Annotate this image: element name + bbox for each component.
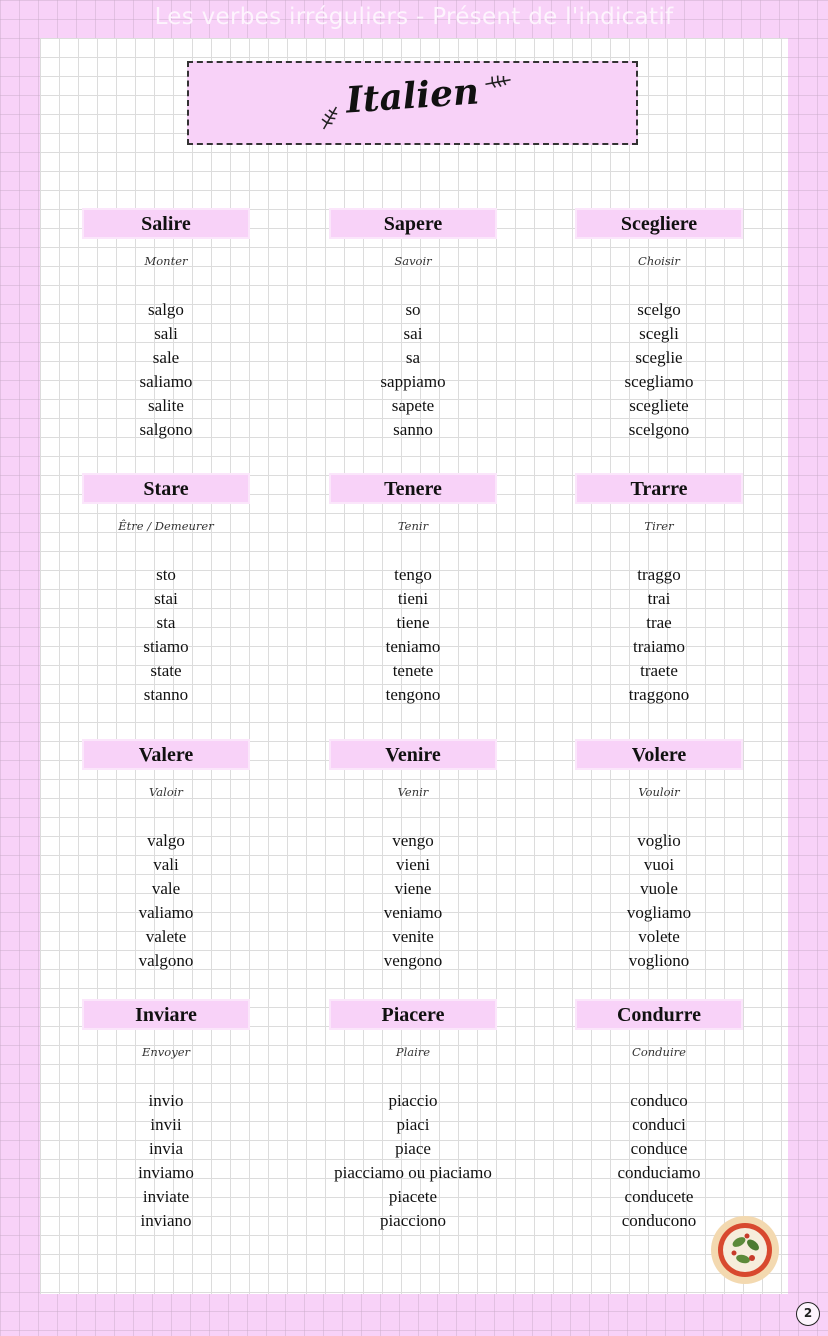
- verb-name: Volere: [577, 741, 741, 768]
- verb-form: piacete: [388, 1187, 438, 1206]
- verb-name: Condurre: [577, 1001, 741, 1028]
- verb-forms: [536, 298, 782, 442]
- verb-forms: [43, 829, 289, 973]
- verb-form: sale: [152, 348, 180, 367]
- verb-card: [536, 741, 782, 973]
- verb-form: state: [150, 661, 182, 680]
- page-title: Italien: [344, 70, 481, 122]
- verb-form: invii: [150, 1115, 182, 1134]
- pizza-icon: [710, 1215, 780, 1285]
- verb-translation: Tirer: [644, 519, 674, 533]
- verb-name: Tenere: [331, 475, 495, 502]
- verb-form: vali: [153, 855, 179, 874]
- verb-form: scegli: [639, 324, 679, 343]
- verb-form: voglio: [637, 831, 681, 850]
- verb-translation: Tenir: [397, 519, 429, 533]
- verb-form: sta: [156, 613, 176, 632]
- verb-form: piaccio: [388, 1091, 438, 1110]
- verb-forms: [536, 1089, 782, 1233]
- verb-translation: Choisir: [638, 254, 680, 268]
- verb-form: conduce: [630, 1139, 688, 1158]
- verb-form: veniamo: [383, 903, 443, 922]
- verb-form: tenete: [392, 661, 434, 680]
- verb-form: inviate: [142, 1187, 190, 1206]
- verb-form: vuole: [640, 879, 678, 898]
- verb-forms: [43, 1089, 289, 1233]
- verb-form: valgo: [147, 831, 185, 850]
- verb-card: [290, 1001, 536, 1233]
- verb-name: Inviare: [84, 1001, 248, 1028]
- verb-form: vogliamo: [626, 903, 692, 922]
- verb-card: [290, 741, 536, 973]
- verb-form: venite: [392, 927, 434, 946]
- verb-translation: Venir: [397, 785, 429, 799]
- verb-name: Piacere: [331, 1001, 495, 1028]
- verb-name: Salire: [84, 210, 248, 237]
- verb-name: Trarre: [577, 475, 741, 502]
- verb-form: vale: [151, 879, 181, 898]
- verb-form: traggo: [637, 565, 681, 584]
- title-box: [187, 61, 638, 145]
- verb-form: piacciamo ou piaciamo: [334, 1163, 492, 1182]
- verb-form: invio: [148, 1091, 184, 1110]
- verb-form: saliamo: [139, 372, 193, 391]
- page-header-title: Les verbes irréguliers - Présent de l'indicatif: [154, 4, 674, 30]
- verb-translation: Plaire: [395, 1045, 431, 1059]
- verb-card: [290, 475, 536, 707]
- verb-card: [536, 475, 782, 707]
- verb-form: stanno: [143, 685, 189, 704]
- verb-form: scelgono: [628, 420, 690, 439]
- verb-form: scegliamo: [624, 372, 694, 391]
- verb-form: stiamo: [143, 637, 189, 656]
- verb-form: conducete: [624, 1187, 694, 1206]
- verb-translation: Être / Demeurer: [118, 519, 214, 533]
- verb-form: piace: [395, 1139, 431, 1158]
- verb-name: Stare: [84, 475, 248, 502]
- verb-form: traggono: [628, 685, 690, 704]
- verb-card: [290, 210, 536, 442]
- verb-card: [43, 475, 289, 707]
- verb-form: sa: [405, 348, 421, 367]
- verb-form: sappiamo: [380, 372, 446, 391]
- verb-form: tengo: [394, 565, 432, 584]
- verb-form: so: [405, 300, 421, 319]
- verb-forms: [536, 829, 782, 973]
- verb-form: sapete: [391, 396, 435, 415]
- verb-form: inviano: [140, 1211, 192, 1230]
- verb-form: traiamo: [633, 637, 685, 656]
- verb-form: valiamo: [138, 903, 194, 922]
- verb-form: salite: [148, 396, 184, 415]
- verb-form: piaci: [396, 1115, 430, 1134]
- verb-form: conduciamo: [617, 1163, 701, 1182]
- verb-form: trai: [647, 589, 671, 608]
- verb-forms: [43, 298, 289, 442]
- page-number: 2: [796, 1302, 820, 1326]
- verb-translation: Monter: [144, 254, 188, 268]
- verb-form: stai: [154, 589, 178, 608]
- verb-form: conducono: [621, 1211, 697, 1230]
- verb-form: vengono: [383, 951, 443, 970]
- verb-form: sai: [403, 324, 423, 343]
- verb-translation: Conduire: [632, 1045, 686, 1059]
- verb-form: inviamo: [138, 1163, 194, 1182]
- verb-forms: [290, 1089, 536, 1233]
- verb-form: sto: [156, 565, 176, 584]
- verb-form: scelgo: [637, 300, 681, 319]
- verb-card: [43, 1001, 289, 1233]
- verb-form: invia: [149, 1139, 183, 1158]
- verb-form: teniamo: [385, 637, 441, 656]
- verb-translation: Envoyer: [141, 1045, 191, 1059]
- verb-form: conduco: [630, 1091, 688, 1110]
- verb-form: volete: [638, 927, 680, 946]
- verb-form: salgo: [148, 300, 184, 319]
- verb-card: [536, 1001, 782, 1233]
- verb-form: vengo: [392, 831, 434, 850]
- verb-form: viene: [394, 879, 432, 898]
- verb-form: piacciono: [379, 1211, 447, 1230]
- verb-forms: [290, 298, 536, 442]
- verb-name: Scegliere: [577, 210, 741, 237]
- verb-form: salgono: [139, 420, 193, 439]
- verb-forms: [290, 563, 536, 707]
- verb-form: tengono: [385, 685, 441, 704]
- verb-translation: Valoir: [149, 785, 183, 799]
- verb-forms: [536, 563, 782, 707]
- verb-card: [43, 210, 289, 442]
- verb-form: tieni: [397, 589, 429, 608]
- verb-form: tiene: [396, 613, 430, 632]
- verb-name: Valere: [84, 741, 248, 768]
- verb-name: Venire: [331, 741, 495, 768]
- verb-form: scegliete: [629, 396, 689, 415]
- verb-form: valete: [145, 927, 187, 946]
- verb-forms: [43, 563, 289, 707]
- verb-forms: [290, 829, 536, 973]
- verb-form: sanno: [393, 420, 433, 439]
- verb-translation: Vouloir: [638, 785, 680, 799]
- verb-card: [536, 210, 782, 442]
- verb-form: trae: [646, 613, 672, 632]
- verb-form: valgono: [138, 951, 194, 970]
- verb-translation: Savoir: [394, 254, 432, 268]
- verb-card: [43, 741, 289, 973]
- verb-name: Sapere: [331, 210, 495, 237]
- verb-form: vogliono: [628, 951, 690, 970]
- verb-form: conduci: [632, 1115, 686, 1134]
- verb-form: vieni: [396, 855, 430, 874]
- verb-form: traete: [640, 661, 678, 680]
- verb-form: sali: [154, 324, 178, 343]
- verb-form: vuoi: [643, 855, 675, 874]
- verb-form: sceglie: [635, 348, 683, 367]
